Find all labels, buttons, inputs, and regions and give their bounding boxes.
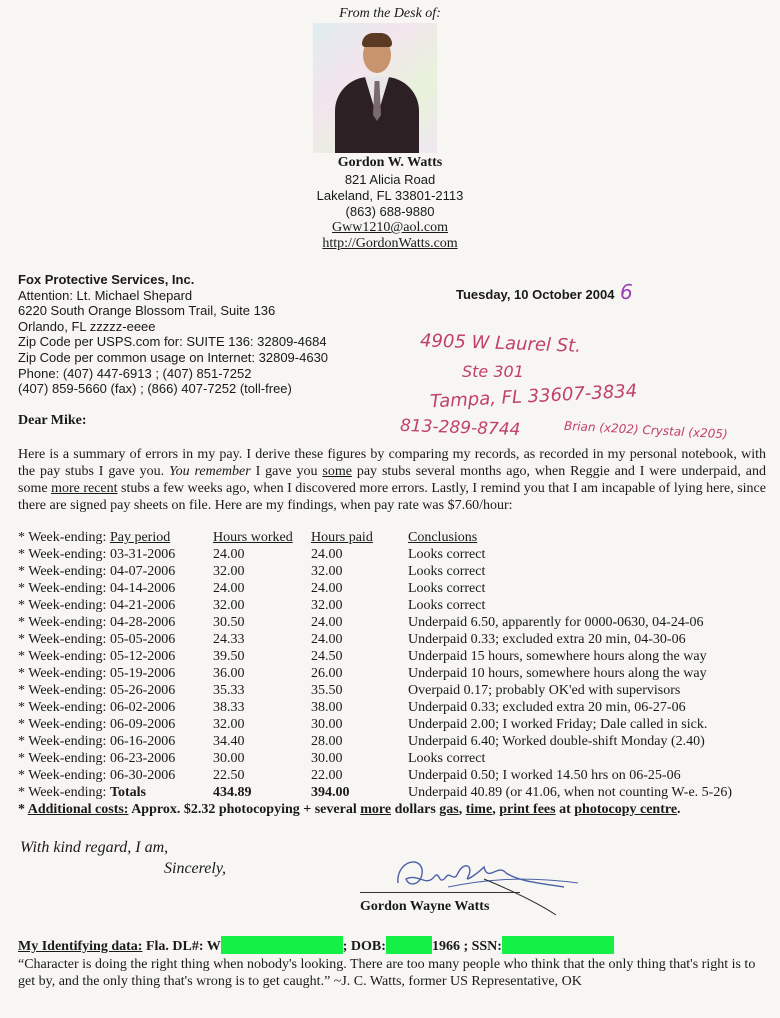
- table-row: [18, 632, 768, 649]
- hours-paid-cell: 30.00: [311, 717, 343, 732]
- pay-period-cell: [18, 768, 175, 784]
- hours-paid-cell: 24.00: [311, 615, 343, 630]
- body-text-1: Here is a summary of errors in my pay. I derive these figures by comparing my records, as recorded in my personal notebook, with the pay stubs I gave you.: [18, 447, 766, 479]
- row-date: 05-19-2006: [109, 666, 176, 681]
- table-row: [18, 734, 768, 751]
- handwritten-line-1: 4905 W Laurel St.: [419, 330, 582, 357]
- hours-worked-cell: 30.00: [213, 751, 245, 766]
- sender-address-city: Lakeland, FL 33801-2113: [316, 188, 464, 203]
- additional-u-gas: gas: [439, 802, 459, 817]
- portrait-photo: [313, 23, 437, 153]
- row-date: 04-28-2006: [109, 615, 176, 630]
- row-prefix: * Week-ending:: [18, 615, 107, 630]
- hours-paid-cell: 38.00: [311, 700, 343, 715]
- closing-regards: With kind regard, I am,: [20, 839, 169, 856]
- dl-label: Fla. DL#: W: [142, 939, 221, 954]
- hours-paid-cell: 26.00: [311, 666, 343, 681]
- hours-paid-cell: 22.00: [311, 768, 343, 783]
- hours-worked-cell: 39.50: [213, 649, 245, 664]
- row-prefix: * Week-ending:: [18, 598, 107, 613]
- table-row: [18, 717, 768, 734]
- additional-star: *: [18, 802, 28, 817]
- hours-worked-cell: 32.00: [213, 598, 245, 613]
- hours-paid-cell: 24.00: [311, 632, 343, 647]
- additional-costs-line: [18, 802, 681, 818]
- row-date: 05-12-2006: [109, 649, 176, 664]
- pay-period-cell: [18, 632, 175, 648]
- closing-sincerely: Sincerely,: [164, 860, 227, 877]
- header-prefix: * Week-ending:: [18, 530, 107, 545]
- header-hours-paid: [311, 530, 373, 546]
- signature-name: Gordon Wayne Watts: [360, 899, 490, 914]
- row-date: 05-26-2006: [109, 683, 176, 698]
- conclusion-cell: Looks correct: [408, 547, 486, 562]
- table-row: [18, 683, 768, 700]
- conclusion-cell: Looks correct: [408, 581, 486, 596]
- hours-paid-cell: 30.00: [311, 751, 343, 766]
- sender-name: Gordon W. Watts: [337, 155, 443, 170]
- row-prefix: * Week-ending:: [18, 632, 107, 647]
- conclusion-cell: Underpaid 0.33; excluded extra 20 min, 06-27-06: [408, 700, 686, 715]
- table-totals-row: [18, 785, 768, 802]
- salutation: Dear Mike:: [18, 413, 87, 428]
- header-pay-period: [18, 530, 170, 546]
- recipient-zip-common: Zip Code per common usage on Internet: 32809-4630: [18, 349, 329, 365]
- hours-worked-cell: 34.40: [213, 734, 245, 749]
- handwritten-date-mark: 6: [620, 280, 633, 304]
- body-text-4: stubs a few weeks ago, when I discovered more errors. Lastly, I remind you that I am incapable of lying here, since there are signed pay sheets on file. Here are my findings, when pay rate was $7.60/hour:: [18, 481, 766, 513]
- row-date: 06-16-2006: [109, 734, 176, 749]
- row-prefix: * Week-ending:: [18, 666, 107, 681]
- dob-label: ; DOB:: [342, 939, 386, 954]
- row-prefix: * Week-ending:: [18, 751, 107, 766]
- row-date: 03-31-2006: [109, 547, 176, 562]
- conclusion-cell: Looks correct: [408, 751, 486, 766]
- conclusion-cell: Looks correct: [408, 598, 486, 613]
- totals-hours-paid: 394.00: [311, 785, 350, 800]
- pay-period-cell: [18, 700, 175, 716]
- pay-period-cell: [18, 564, 175, 580]
- redaction-ssn: [502, 936, 614, 954]
- recipient-block: [18, 272, 328, 397]
- additional-text-3: ,: [458, 802, 466, 817]
- hours-paid-cell: 24.00: [311, 547, 343, 562]
- pay-period-cell: [18, 683, 175, 699]
- header-hours-worked: [213, 530, 293, 546]
- row-prefix: * Week-ending:: [18, 683, 107, 698]
- conclusion-cell: Underpaid 6.50, apparently for 0000-0630, 04-24-06: [408, 615, 704, 630]
- recipient-zip-usps: Zip Code per USPS.com for: SUITE 136: 32809-4684: [18, 334, 327, 350]
- body-text-underline-2: more recent: [51, 481, 118, 496]
- totals-label-cell: [18, 785, 146, 801]
- pay-period-cell: [18, 734, 175, 750]
- identifying-data-label: My Identifying data:: [18, 939, 143, 954]
- hours-paid-cell: 32.00: [311, 564, 343, 579]
- table-row: [18, 615, 768, 632]
- hours-paid-cell: 24.50: [311, 649, 343, 664]
- pay-period-cell: [18, 649, 175, 665]
- recipient-street: 6220 South Orange Blossom Trail, Suite 136: [18, 303, 276, 319]
- conclusion-cell: Underpaid 15 hours, somewhere hours along the way: [408, 649, 707, 664]
- additional-u-time: time: [465, 802, 493, 817]
- row-prefix: * Week-ending:: [18, 564, 107, 579]
- sender-phone: (863) 688-9880: [345, 204, 435, 219]
- recipient-fax: (407) 859-5660 (fax) ; (866) 407-7252 (toll-free): [18, 381, 292, 397]
- pay-period-cell: [18, 547, 175, 563]
- hours-paid-cell: 32.00: [311, 598, 343, 613]
- row-date: 06-23-2006: [109, 751, 176, 766]
- pay-period-cell: [18, 717, 175, 733]
- hours-worked-cell: 38.33: [213, 700, 245, 715]
- hours-worked-cell: 22.50: [213, 768, 245, 783]
- header-hours-worked-label: Hours worked: [213, 530, 293, 545]
- totals-prefix: * Week-ending:: [18, 785, 107, 800]
- row-prefix: * Week-ending:: [18, 649, 107, 664]
- redaction-dl: [221, 936, 343, 954]
- hours-worked-cell: 35.33: [213, 683, 245, 698]
- hours-worked-cell: 30.50: [213, 615, 245, 630]
- additional-u-photocopy-centre: photocopy centre: [574, 802, 678, 817]
- recipient-company: Fox Protective Services, Inc.: [18, 272, 195, 287]
- handwritten-line-4: 813-289-8744: [399, 415, 521, 441]
- row-date: 06-30-2006: [109, 768, 176, 783]
- hours-paid-cell: 35.50: [311, 683, 343, 698]
- row-date: 04-14-2006: [109, 581, 176, 596]
- recipient-city: Orlando, FL zzzzz-eeee: [18, 318, 156, 334]
- dob-year-ssn-label: 1966 ; SSN:: [431, 939, 502, 954]
- table-row: [18, 768, 768, 785]
- conclusion-cell: Looks correct: [408, 564, 486, 579]
- body-text-italic: You remember: [169, 464, 251, 479]
- row-prefix: * Week-ending:: [18, 581, 107, 596]
- row-date: 04-21-2006: [109, 598, 176, 613]
- pay-table: [18, 530, 768, 802]
- hours-worked-cell: 36.00: [213, 666, 245, 681]
- row-date: 05-05-2006: [109, 632, 176, 647]
- conclusion-cell: Underpaid 10 hours, somewhere hours along the way: [408, 666, 707, 681]
- table-row: [18, 547, 768, 564]
- conclusion-cell: Underpaid 6.40; Worked double-shift Monday (2.40): [408, 734, 705, 749]
- hours-worked-cell: 24.33: [213, 632, 245, 647]
- totals-hours-worked: 434.89: [213, 785, 252, 800]
- pay-period-cell: [18, 615, 175, 631]
- additional-text-1: Approx. $2.32 photocopying + several: [128, 802, 361, 817]
- identifying-data-line: [18, 936, 614, 955]
- additional-text-6: .: [677, 802, 681, 817]
- hours-worked-cell: 32.00: [213, 564, 245, 579]
- table-row: [18, 666, 768, 683]
- table-body: [18, 547, 768, 785]
- table-header-row: [18, 530, 768, 547]
- letter-date: Tuesday, 10 October 2004: [456, 287, 615, 302]
- redaction-dob: [386, 936, 432, 954]
- row-prefix: * Week-ending:: [18, 768, 107, 783]
- handwritten-line-2: Ste 301: [462, 362, 524, 381]
- row-prefix: * Week-ending:: [18, 734, 107, 749]
- hours-paid-cell: 28.00: [311, 734, 343, 749]
- additional-text-4: ,: [492, 802, 500, 817]
- additional-u-print-fees: print fees: [499, 802, 556, 817]
- row-date: 06-09-2006: [109, 717, 176, 732]
- table-row: [18, 564, 768, 581]
- pay-period-cell: [18, 751, 175, 767]
- table-row: [18, 751, 768, 768]
- header-conclusions-label: Conclusions: [408, 530, 478, 545]
- body-text-2: I gave you: [250, 464, 323, 479]
- hours-paid-cell: 24.00: [311, 581, 343, 596]
- table-row: [18, 598, 768, 615]
- totals-label: Totals: [109, 785, 146, 800]
- pay-period-cell: [18, 666, 175, 682]
- body-text-underline-1: some: [322, 464, 352, 479]
- conclusion-cell: Underpaid 2.00; I worked Friday; Dale called in sick.: [408, 717, 708, 732]
- totals-conclusion: Underpaid 40.89 (or 41.06, when not counting W-e. 5-26): [408, 785, 733, 800]
- row-date: 04-07-2006: [109, 564, 176, 579]
- body-text-3: pay stubs several months ago, when Reggie and I were underpaid, and some: [18, 464, 766, 496]
- signature-line: [360, 892, 520, 893]
- conclusion-cell: Underpaid 0.50; I worked 14.50 hrs on 06-25-06: [408, 768, 681, 783]
- additional-u-more: more: [360, 802, 392, 817]
- sender-email-link[interactable]: Gww1210@aol.com: [332, 220, 448, 235]
- from-desk-label: From the Desk of:: [339, 6, 441, 21]
- table-row: [18, 649, 768, 666]
- table-row: [18, 700, 768, 717]
- handwritten-line-3: Tampa, FL 33607-3834: [429, 380, 638, 413]
- row-prefix: * Week-ending:: [18, 700, 107, 715]
- pay-period-cell: [18, 598, 175, 614]
- additional-costs-label: Additional costs:: [27, 802, 129, 817]
- sender-website-link[interactable]: http://GordonWatts.com: [322, 236, 458, 251]
- pay-period-cell: [18, 581, 175, 597]
- additional-text-2: dollars: [391, 802, 440, 817]
- hours-worked-cell: 24.00: [213, 581, 245, 596]
- row-date: 06-02-2006: [109, 700, 176, 715]
- hours-worked-cell: 32.00: [213, 717, 245, 732]
- row-prefix: * Week-ending:: [18, 717, 107, 732]
- conclusion-cell: Overpaid 0.17; probably OK'ed with supervisors: [408, 683, 681, 698]
- table-row: [18, 581, 768, 598]
- recipient-phone: Phone: (407) 447-6913 ; (407) 851-7252: [18, 365, 252, 381]
- body-paragraph: [18, 446, 766, 514]
- additional-text-5: at: [555, 802, 575, 817]
- handwritten-line-5: Brian (x202) Crystal (x205): [563, 418, 728, 442]
- sender-address-street: 821 Alicia Road: [344, 172, 436, 187]
- closing-quote: “Character is doing the right thing when nobody's looking. There are too many people who think that the only thing that's right is to get by, and the only thing that's wrong is to get caught.” ~J. C. Watts, former US Representative, OK: [18, 957, 756, 989]
- header-conclusions: [408, 530, 477, 546]
- header-hours-paid-label: Hours paid: [311, 530, 373, 545]
- recipient-attention: Attention: Lt. Michael Shepard: [18, 287, 193, 303]
- row-prefix: * Week-ending:: [18, 547, 107, 562]
- header-pay-period-label: Pay period: [109, 530, 171, 545]
- conclusion-cell: Underpaid 0.33; excluded extra 20 min, 04-30-06: [408, 632, 686, 647]
- hours-worked-cell: 24.00: [213, 547, 245, 562]
